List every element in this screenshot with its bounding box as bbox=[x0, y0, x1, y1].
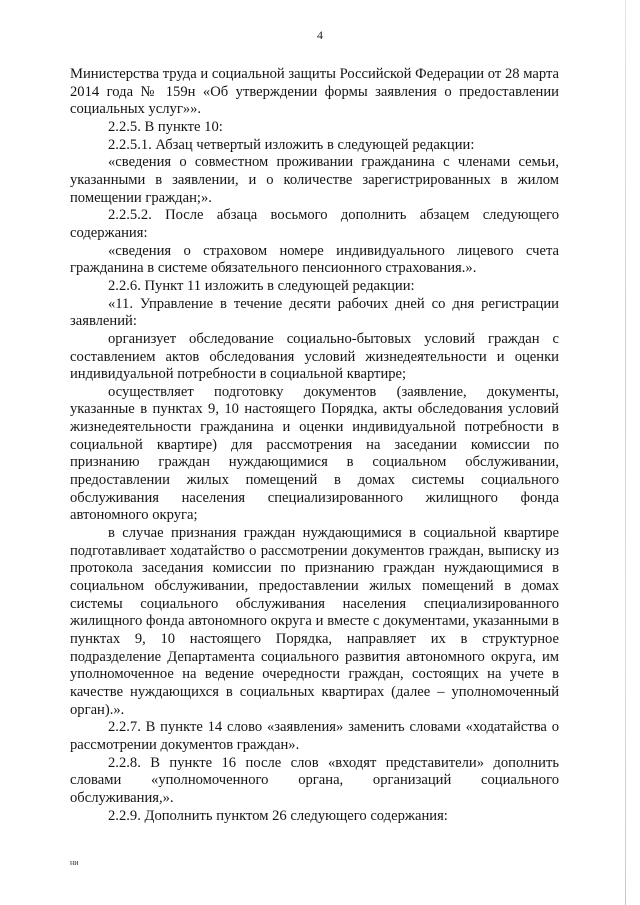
paragraph-continuation: Министерства труда и социальной защиты Российской Федерации от 28 марта 2014 года № 159н «Об утверждении формы заявления о предоставлении социальных услуг»». bbox=[70, 66, 559, 118]
paragraph-2-2-6: 2.2.6. Пункт 11 изложить в следующей редакции: bbox=[108, 277, 415, 294]
document-body bbox=[70, 66, 559, 825]
paragraph-quote-cohabitation: «сведения о совместном проживании гражданина с членами семьи, указанными в заявлении, и о количестве зарегистрированных в жилом помещении граждан;». bbox=[70, 154, 559, 206]
page-number: 4 bbox=[317, 28, 323, 42]
paragraph-2-2-5: 2.2.5. В пункте 10: bbox=[108, 118, 223, 135]
paragraph-organizes-survey: организует обследование социально-бытовых условий граждан с составлением актов обследования условий жизнедеятельности и оценки индивидуальной потребности в социальной квартире; bbox=[70, 330, 559, 383]
paragraph-quote-point-11: «11. Управление в течение десяти рабочих дней со дня регистрации заявлений: bbox=[70, 295, 559, 330]
paragraph-2-2-7: 2.2.7. В пункте 14 слово «заявления» заменить словами «ходатайства о рассмотрении документов граждан». bbox=[70, 719, 559, 753]
paragraph-quote-insurance-number: «сведения о страховом номере индивидуального лицевого счета гражданина в системе обязательного пенсионного страхования.». bbox=[70, 242, 559, 277]
paragraph-2-2-9: 2.2.9. Дополнить пунктом 26 следующего содержания: bbox=[108, 807, 448, 824]
paragraph-2-2-5-2: 2.2.5.2. После абзаца восьмого дополнить абзацем следующего содержания: bbox=[70, 207, 559, 241]
paragraph-2-2-8: 2.2.8. В пункте 16 после слов «входят представители» дополнить словами «уполномоченного органа, организаций социального обслуживания,». bbox=[70, 754, 559, 806]
paragraph-2-2-5-1: 2.2.5.1. Абзац четвертый изложить в следующей редакции: bbox=[108, 136, 475, 153]
paragraph-prepares-petition: в случае признания граждан нуждающимися в социальной квартире подготавливает ходатайство о рассмотрении документов граждан, выписку из протокола заседания комиссии по признанию граждан нуждающимися в социальном обслуживании, предоставлении жилых помещений в домах системы социального обслуживания населения специализированного жилищного фонда автономного округа и вместе с документами, указанными в пунктах 9, 10 настоящего Порядка, направляет их в структурное подразделение Департамента социального развития автономного округа, им уполномоченное на ведение очередности граждан, состоящих на учете в качестве нуждающихся в социальных квартирах (далее – уполномоченный орган).». bbox=[70, 525, 559, 718]
scan-edge-line bbox=[625, 0, 626, 905]
footer-mark: ни bbox=[70, 858, 79, 867]
paragraph-prepares-documents: осуществляет подготовку документов (заявление, документы, указанные в пунктах 9, 10 настоящего Порядка, акты обследования условий жизнедеятельности гражданина и оценки индивидуальной потребности в социальной квартире) для рассмотрения на заседании комиссии по признанию граждан нуждающимися в социальном обслуживании, предоставлении жилых помещений в домах системы социального обслуживания населения специализированного жилищного фонда автономного округа; bbox=[70, 383, 559, 524]
